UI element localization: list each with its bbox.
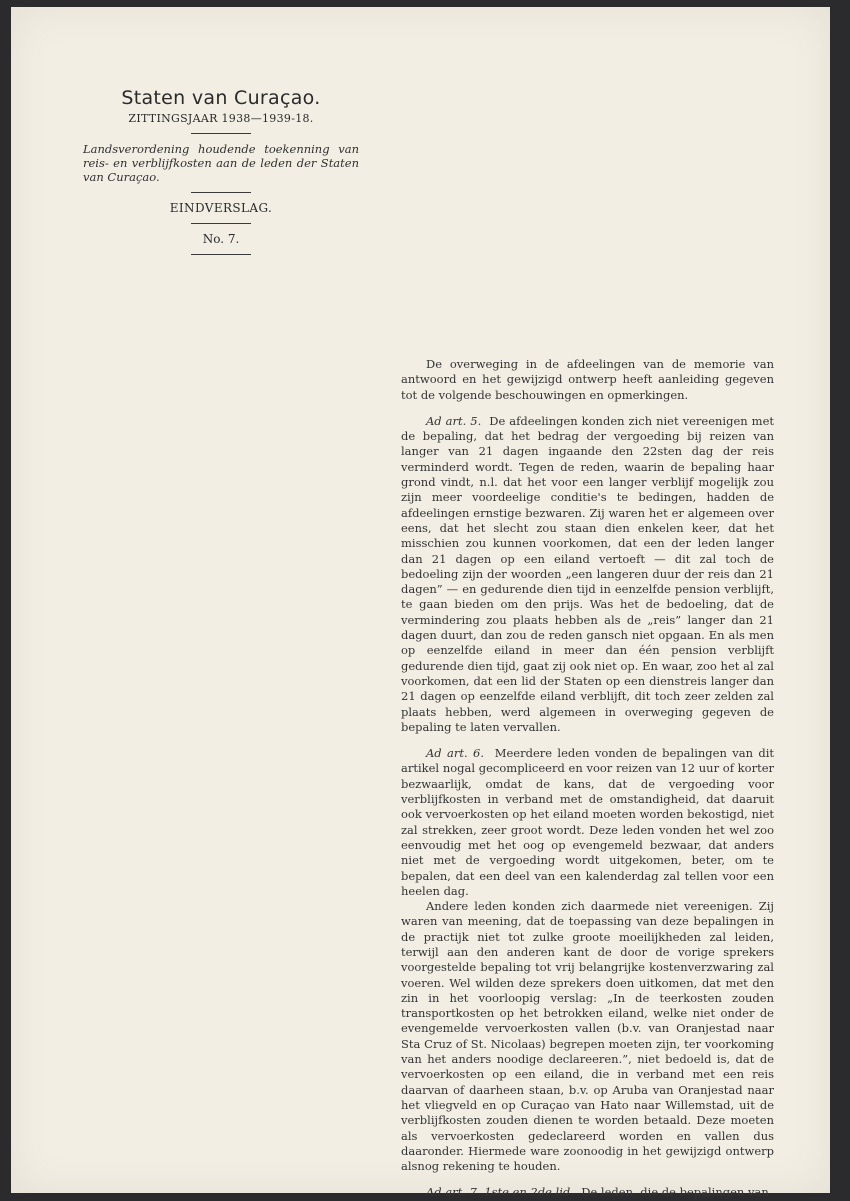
article-6-paragraph xyxy=(401,746,774,899)
session-year: ZITTINGSJAAR 1938—1939-18. xyxy=(128,112,314,125)
document-number: No. 7. xyxy=(202,232,240,246)
article-5-label: Ad art. 5. xyxy=(426,413,482,428)
divider xyxy=(191,133,251,134)
article-6-label: Ad art. 6. xyxy=(426,746,484,761)
article-7-text: De leden, die de bepalingen van xyxy=(581,1185,769,1200)
divider xyxy=(191,192,251,193)
document-page xyxy=(11,7,830,1200)
document-body xyxy=(401,357,774,1201)
document-type: EINDVERSLAG. xyxy=(169,201,273,215)
divider xyxy=(191,254,251,255)
article-6-text: Meerdere leden vonden de bepalingen van dit artikel nogal gecompliceerd en voor reizen van 12 uur of korter bezwaarlijk, omdat de kans, dat de vergoeding voor verblijfkosten in verband met de omstandigheid, dat daaruit ook vervoerkosten op het eiland moeten worden bekostigd, niet zal strekken, zeer groot wordt. Deze leden vonden het wel zoo eenvoudig met het oog op evengemeld bezwaar, dat anders niet met de vergoeding wordt uitgekomen, beter, om te bepalen, dat een deel van een kalenderdag zal tellen voor een heelen dag. xyxy=(401,746,774,898)
document-subject: Landsverordening houdende toekenning van reis- en verblijfkosten aan de leden der Staten van Curaçao. xyxy=(83,142,359,184)
document-header xyxy=(81,87,361,263)
article-7-label: Ad art. 7, 1ste en 2de lid. xyxy=(426,1185,574,1200)
article-7-paragraph xyxy=(401,1185,774,1200)
page-title: Staten van Curaçao. xyxy=(121,87,321,109)
article-5-text: De afdeelingen konden zich niet vereenigen met de bepaling, dat het bedrag der vergoeding bij reizen van langer van 21 dagen ingaande den 22sten dag der reis verminderd wordt. Tegen de reden, waarin de bepaling haar grond vindt, n.l. dat het voor een langer verblijf mogelijk zou zijn meer voordeelige conditie's te bedingen, hadden de afdeelingen ernstige bezwaren. Zij waren het er algemeen over eens, dat het slecht zou staan dien enkelen keer, dat het misschien zou kunnen voorkomen, dat een der leden langer dan 21 dagen op een eiland vertoeft — dit zal toch de bedoeling zijn der woorden „een langeren duur der reis dan 21 dagen” — en gedurende dien tijd in eenzelfde pension verblijft, te gaan bieden om den prijs. Was het de bedoeling, dat de vermindering zou plaats hebben als de „reis” langer dan 21 dagen duurt, dan zou de reden gansch niet opgaan. En als men op eenzelfde eiland in meer dan één pension verblijft gedurende dien tijd, gaat zij ook niet op. En waar, zoo het al zal voorkomen, dat een lid der Staten op een dienstreis langer dan 21 dagen op eenzelfde eiland verblijft, dit toch zeer zelden zal plaats hebben, werd algemeen in overweging gegeven de bepaling te laten vervallen. xyxy=(401,413,774,734)
intro-paragraph: De overweging in de afdeelingen van de memorie van antwoord en het gewijzigd ontwerp heeft aanleiding gegeven tot de volgende beschouwingen en opmerkingen. xyxy=(401,357,774,402)
article-5-paragraph xyxy=(401,414,774,735)
divider xyxy=(191,223,251,224)
article-6-paragraph-2: Andere leden konden zich daarmede niet vereenigen. Zij waren van meening, dat de toepassing van deze bepalingen in de practijk niet tot zulke groote moeilijkheden zal leiden, terwijl aan den anderen kant de door de vorige sprekers voorgestelde bepaling tot vrij belangrijke kostenverzwaring zal voeren. Wel wilden deze sprekers doen uitkomen, dat met den zin in het voorloopig verslag: „In de teerkosten zouden transportkosten op het betrokken eiland, welke niet onder de evengemelde vervoerkosten vallen (b.v. van Oranjestad naar Sta Cruz of St. Nicolaas) begrepen moeten zijn, ter voorkoming van het anders noodige declareeren.”, niet bedoeld is, dat de vervoerkosten op een eiland, die in verband met een reis daarvan of daarheen staan, b.v. op Aruba van Oranjestad naar het vliegveld en op Curaçao van Hato naar Willemstad, uit de verblijfkosten zouden dienen te worden betaald. Deze moeten als vervoerkosten gedeclareerd worden en vallen dus daaronder. Hiermede ware zoonoodig in het gewijzigd ontwerp alsnog rekening te houden. xyxy=(401,899,774,1174)
